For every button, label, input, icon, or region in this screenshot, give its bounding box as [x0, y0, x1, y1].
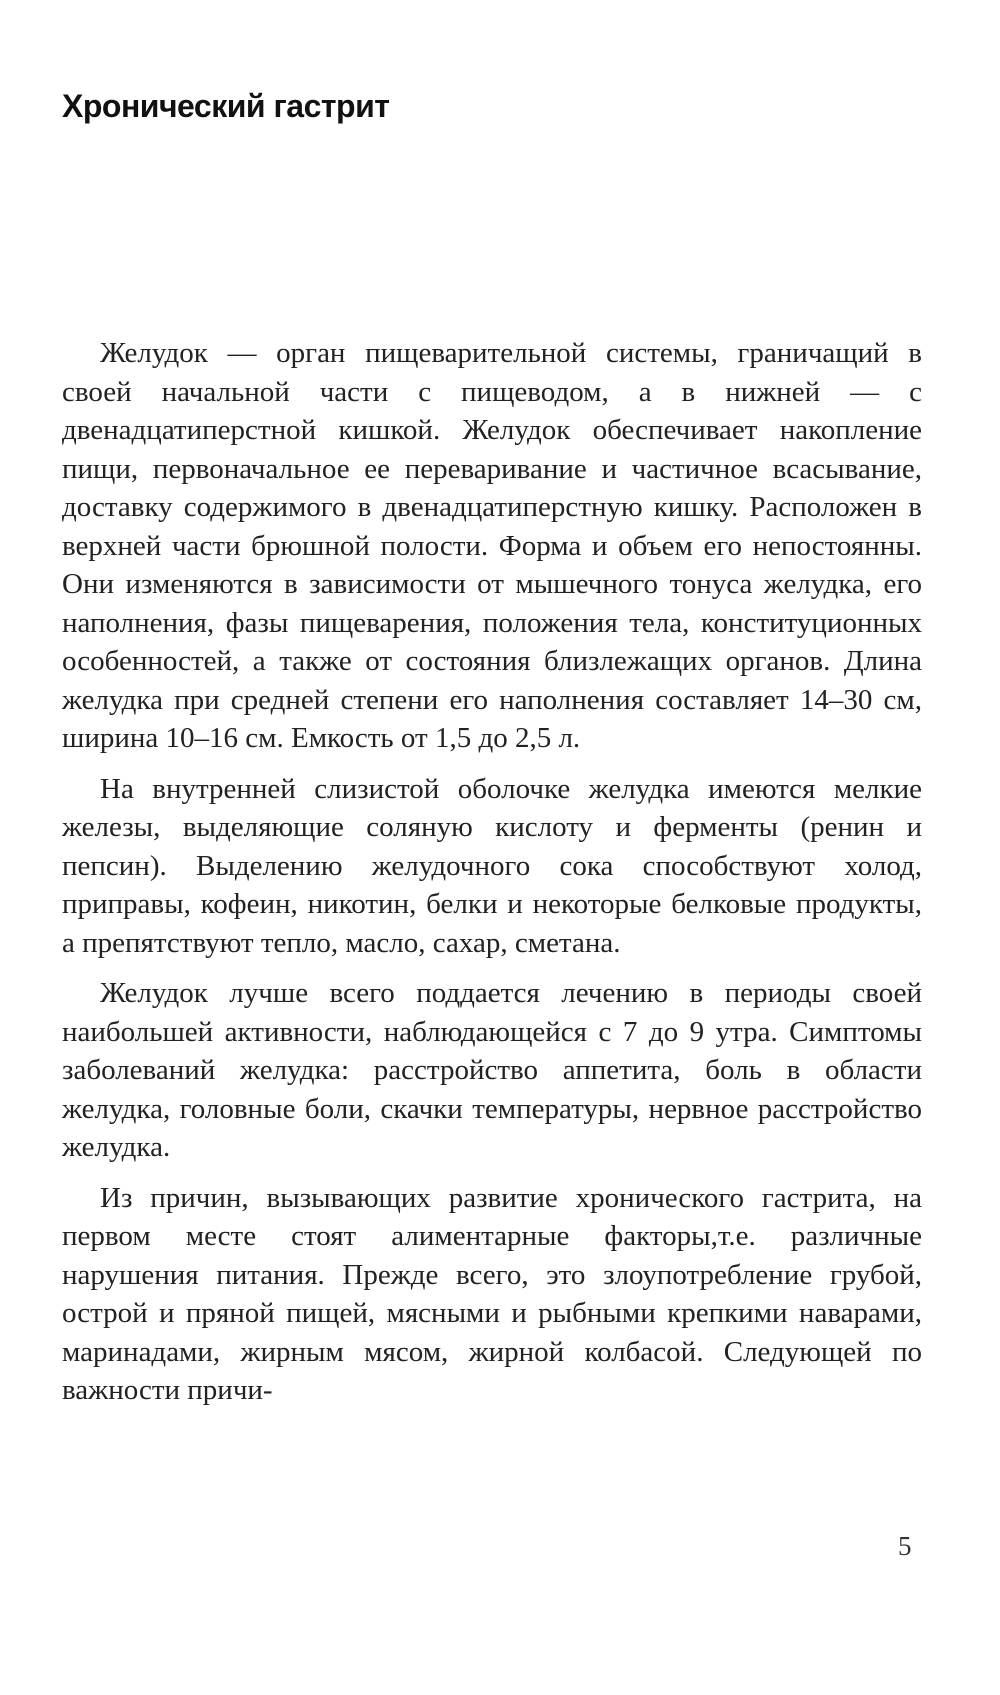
page-number: 5 — [898, 1531, 912, 1561]
body-text — [62, 334, 922, 1422]
paragraph-stomach-anatomy: Желудок — орган пищеварительной системы, граничащий в своей начальной части с пищеводом, а в нижней — с двенадцатиперстной кишкой. Желудок обеспечивает накопление пищи, первоначальное ее переваривание и частичное всасывание, доставку содержимого в двенадцатиперстную кишку. Расположен в верхней части брюшной полости. Форма и объем его непостоянны. Они изменяются в зависимости от мышечного тонуса желудка, его наполнения, фазы пищеварения, положения тела, конституционных особенностей, а также от состояния близлежащих органов. Длина желудка при средней степени его наполнения составляет 14–30 см, ширина 10–16 см. Емкость от 1,5 до 2,5 л. — [62, 337, 922, 754]
paragraph-stomach-activity: Желудок лучше всего поддается лечению в периоды своей наибольшей активности, наблюдающейся с 7 до 9 утра. Симптомы заболеваний желудка: расстройство аппетита, боль в области желудка, головные боли, скачки температуры, нервное расстройство желудка. — [62, 977, 922, 1163]
paragraph-gastric-glands: На внутренней слизистой оболочке желудка имеются мелкие железы, выделяющие соляную кислоту и ферменты (ренин и пепсин). Выделению желудочного сока способствуют холод, приправы, кофеин, никотин, белки и некоторые белковые продукты, а препятствуют тепло, масло, сахар, сметана. — [62, 772, 922, 959]
chapter-title: Хронический гастрит — [62, 88, 390, 124]
paragraph-gastritis-causes: Из причин, вызывающих развитие хронического гастрита, на первом месте стоят алиментарные факторы,т.е. различные нарушения питания. Прежде всего, это злоупотребление грубой, острой и пряной пищей, мясными и рыбными крепкими наварами, маринадами, жирным мясом, жирной колбасой. Следующей по важности причи- — [62, 1181, 922, 1406]
